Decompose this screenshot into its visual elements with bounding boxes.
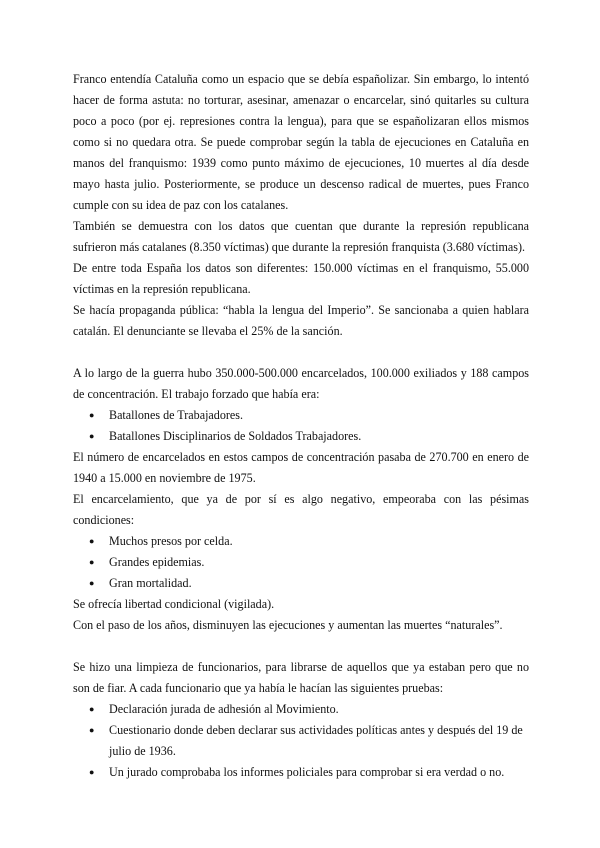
paragraph: Se ofrecía libertad condicional (vigilada). [73,597,275,611]
list-item-text: Batallones Disciplinarios de Soldados Trabajadores. [109,429,362,443]
bullet-list [73,531,529,594]
bullet-list [73,699,529,783]
bullet-icon: ● [89,767,95,777]
list-item [73,699,529,720]
list-item [73,426,529,447]
paragraph: Franco entendía Cataluña como un espacio que se debía españolizar. Sin embargo, lo intentó hacer de forma astuta: no torturar, asesinar, amenazar o encarcelar, sinó quitarles su cultura poco a poco (por ej. represiones contra la lengua), para que se españolizaran ellos mismos como si no quedara otra. Se puede comprobar según la tabla de ejecuciones en Cataluña en manos del franquismo: 1939 como punto máximo de ejecuciones, 10 muertes al día desde mayo hasta julio. Posteriormente, se produce un descenso radical de muertes, pues Franco cumple con su idea de paz con los catalanes. [73,72,529,212]
list-item-text: Gran mortalidad. [109,576,192,590]
paragraph: De entre toda España los datos son diferentes: 150.000 víctimas en el franquismo, 55.000 víctimas en la represión republicana. [73,261,529,296]
bullet-icon: ● [89,431,95,441]
paragraph: A lo largo de la guerra hubo 350.000-500.000 encarcelados, 100.000 exiliados y 188 campos de concentración. El trabajo forzado que había era: [73,366,529,401]
paragraph-spacer [73,342,529,363]
paragraph: El encarcelamiento, que ya de por sí es algo negativo, empeoraba con las pésimas condiciones: [73,492,529,527]
bullet-icon: ● [89,704,95,714]
list-item [73,552,529,573]
list-item-text: Muchos presos por celda. [109,534,233,548]
bullet-icon: ● [89,536,95,546]
bullet-icon: ● [89,578,95,588]
list-item-text: Batallones de Trabajadores. [109,408,244,422]
list-item [73,405,529,426]
bullet-list [73,405,529,447]
list-item-text: Un jurado comprobaba los informes policiales para comprobar si era verdad o no. [109,765,505,779]
paragraph: También se demuestra con los datos que cuentan que durante la represión republicana sufrieron más catalanes (8.350 víctimas) que durante la represión franquista (3.680 víctimas). [73,219,529,254]
bullet-icon: ● [89,410,95,420]
document-body [73,69,529,783]
paragraph-spacer [73,636,529,657]
paragraph: Se hacía propaganda pública: “habla la lengua del Imperio”. Se sancionaba a quien hablara catalán. El denunciante se llevaba el 25% de la sanción. [73,303,529,338]
paragraph: Con el paso de los años, disminuyen las ejecuciones y aumentan las muertes “naturales”. [73,618,503,632]
list-item-text: Cuestionario donde deben declarar sus actividades políticas antes y después del 19 de julio de 1936. [109,723,523,758]
bullet-icon: ● [89,725,95,735]
list-item-text: Declaración jurada de adhesión al Movimiento. [109,702,339,716]
list-item [73,720,529,762]
list-item [73,531,529,552]
list-item [73,762,529,783]
bullet-icon: ● [89,557,95,567]
list-item-text: Grandes epidemias. [109,555,205,569]
paragraph: Se hizo una limpieza de funcionarios, para librarse de aquellos que ya estaban pero que no son de fiar. A cada funcionario que ya había le hacían las siguientes pruebas: [73,660,529,695]
paragraph: El número de encarcelados en estos campos de concentración pasaba de 270.700 en enero de 1940 a 15.000 en noviembre de 1975. [73,450,529,485]
list-item [73,573,529,594]
